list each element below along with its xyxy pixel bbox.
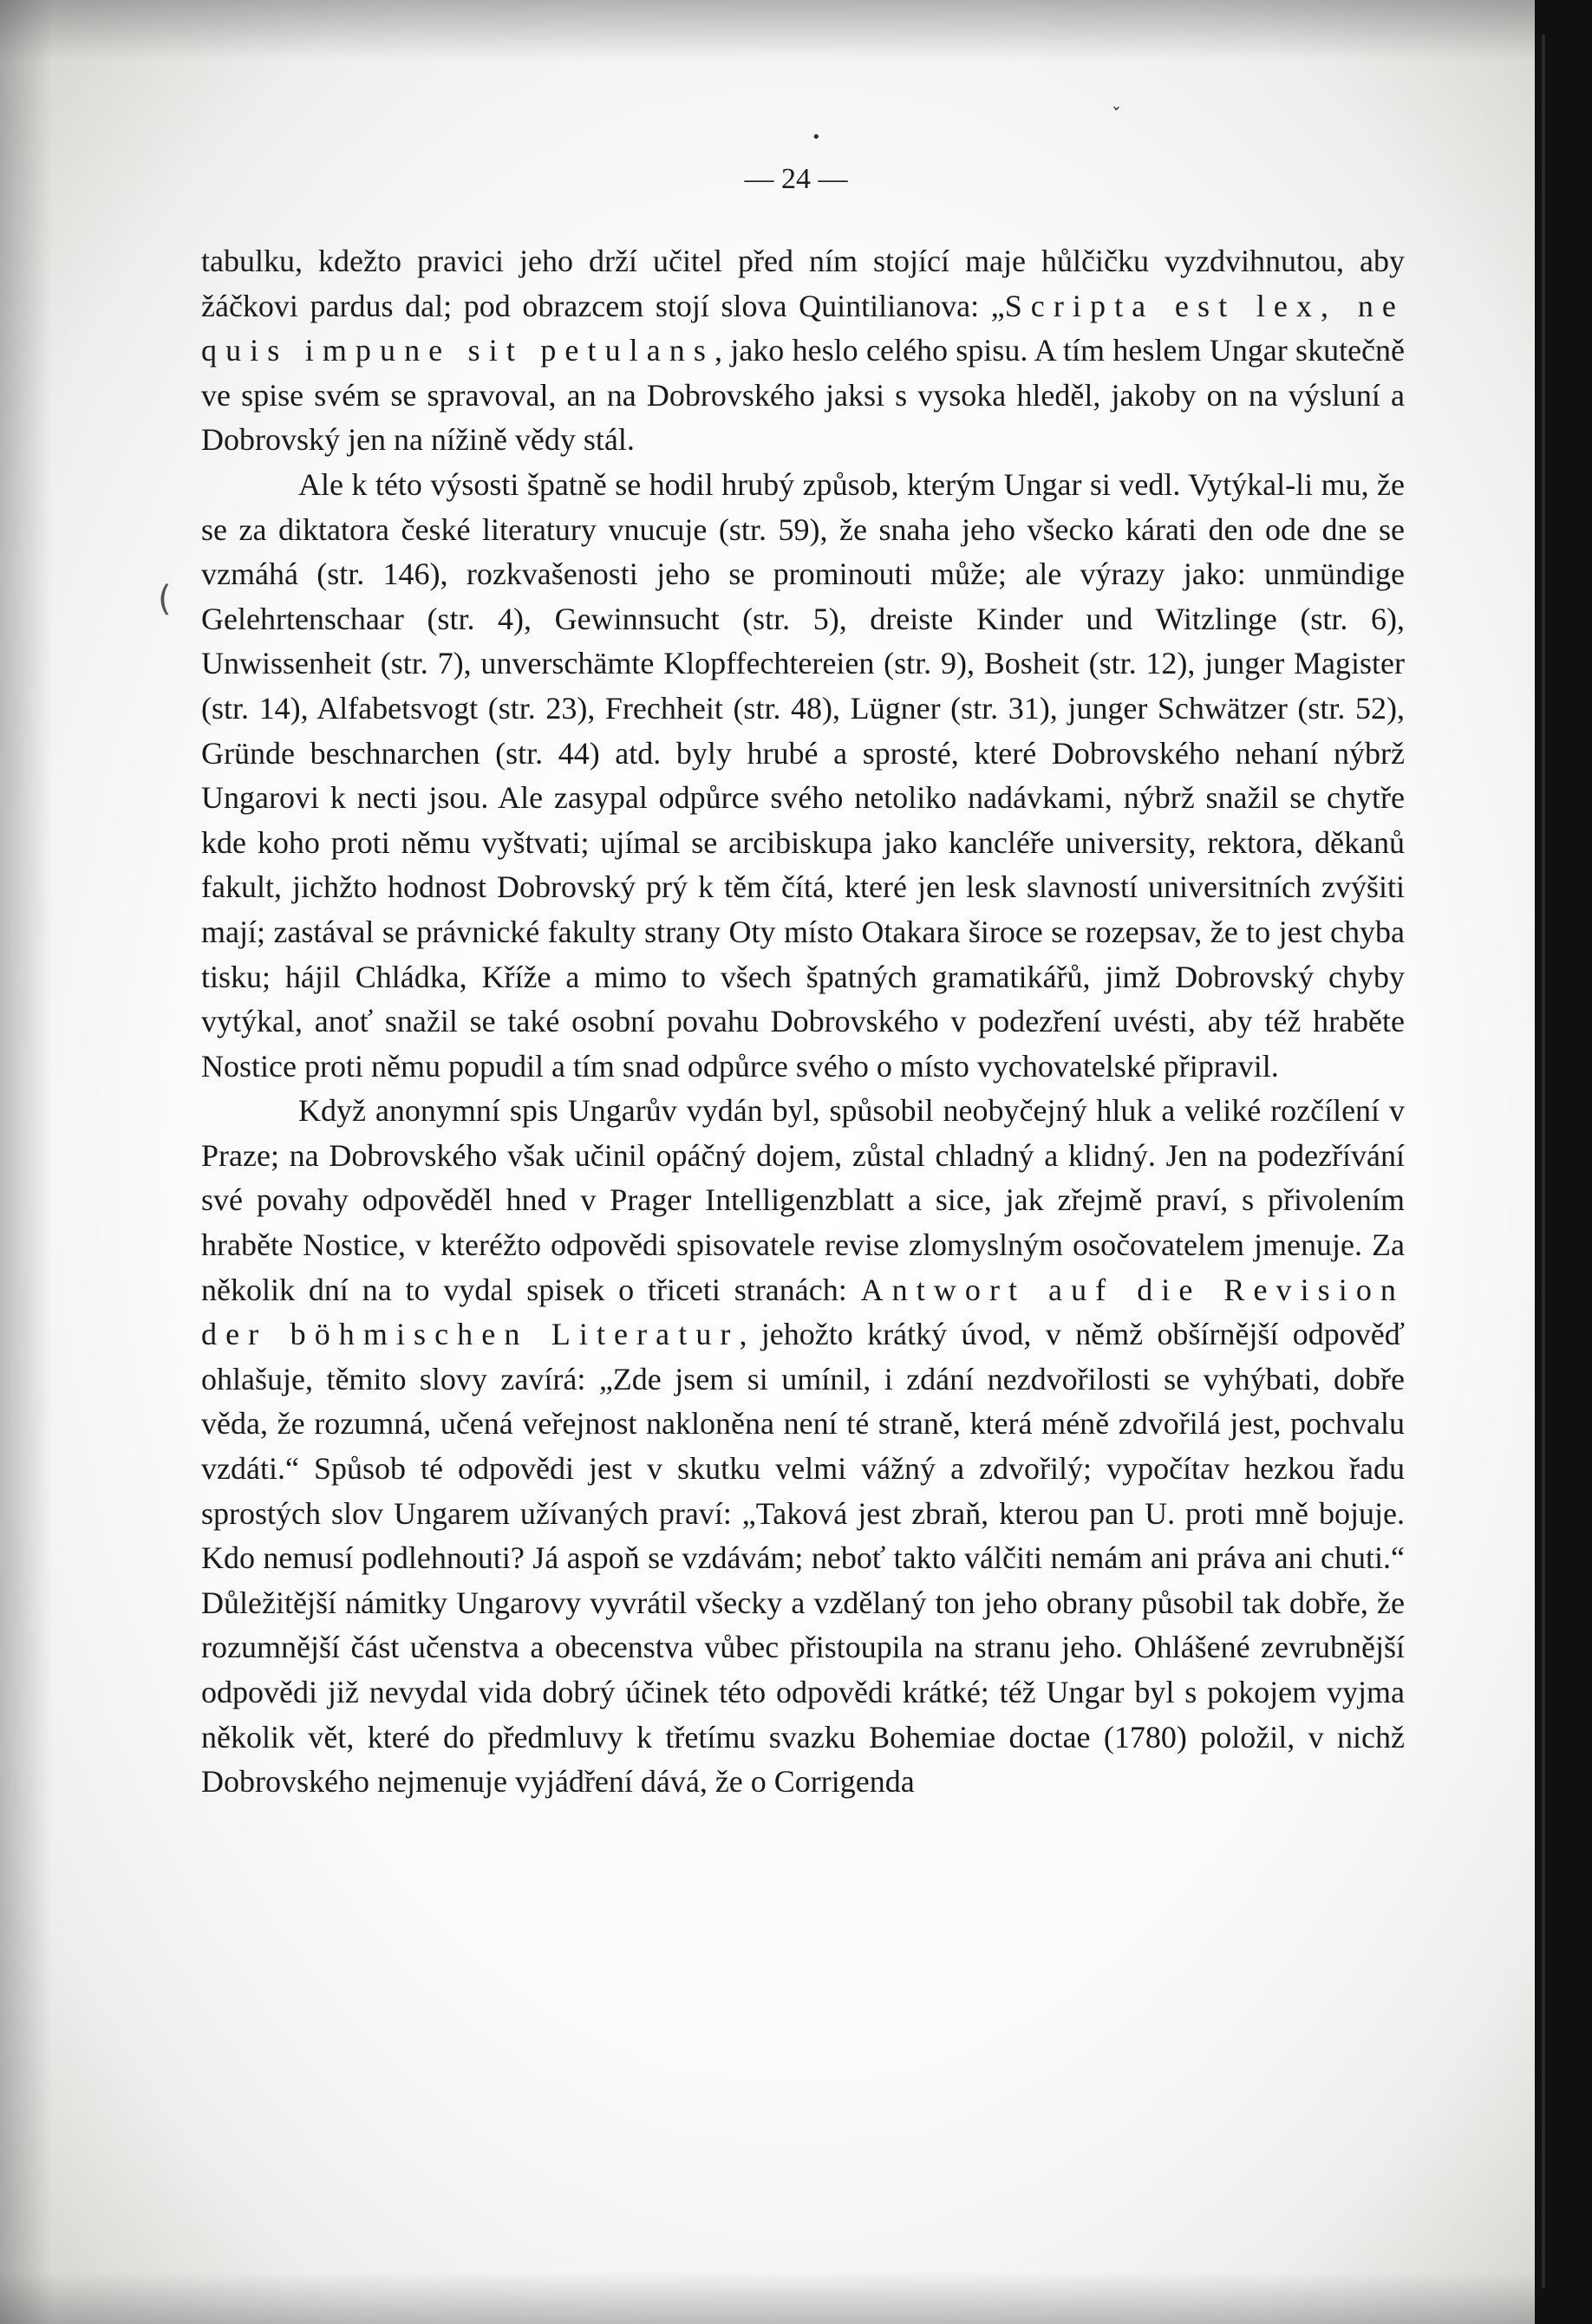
work-title-antwort: Antwort auf die Revision der böhmischen Literatur bbox=[201, 1272, 1405, 1352]
paragraph-1-segment-1: tabulku, kdežto pravici jeho drží učitel před ním stojící maje hůlčičku vyzdvihnutou, aby žáčkovi pardus dal; pod obrazcem stojí slova Quintilianova: „ bbox=[201, 244, 1405, 323]
speck-mark: • bbox=[812, 128, 821, 146]
binding-line bbox=[1542, 35, 1545, 2288]
body-text bbox=[201, 239, 1405, 1805]
paragraph-3-segment-1: Když anonymní spis Ungarův vydán byl, spůsobil neobyčejný hluk a veliké rozčílení v Praze; na Dobrovského však učinil opáčný dojem, zůstal chladný a klidný. Jen na podezřívání své povahy odpověděl hned v Prager Intelligenzblatt a sice, jak zřejmě praví, s přivolením hraběte Nostice, v kteréžto odpovědi spisovatele revise zlomyslným osočovatelem jmenuje. Za několik dní na to vydal spisek o třiceti stranách: bbox=[201, 1093, 1405, 1307]
paragraph-1-segment-3: , jako heslo celého spisu. A tím heslem Ungar skutečně ve spise svém se spravoval, an na Dobrovského jaksi s vysoka hleděl, jakoby on na výsluní a Dobrovský jen na nížině vědy stál. bbox=[201, 333, 1405, 458]
paragraph-2 bbox=[201, 463, 1405, 1089]
latin-motto: Scripta est lex, ne quis impune sit petulans bbox=[201, 288, 1405, 368]
paragraph-1 bbox=[201, 239, 1405, 463]
margin-bracket-mark: ( bbox=[158, 579, 172, 619]
paragraph-3 bbox=[201, 1089, 1405, 1805]
page-number: — 24 — bbox=[744, 163, 848, 195]
scan-shadow-bottom bbox=[0, 2272, 1592, 2324]
scan-shadow-left bbox=[0, 0, 52, 2324]
speck-mark: ˇ bbox=[1112, 106, 1121, 127]
paragraph-2-segment-1: Ale k této výsosti špatně se hodil hrubý způsob, kterým Ungar si vedl. Vytýkal-li mu, že se za diktatora české literatury vnucuje (str. 59), že snaha jeho všecko kárati den ode dne se vzmáhá (str. 146), rozkvašenosti jeho se prominouti může; ale výrazy jako: unmündige Gelehrtenschaar (str. 4), Gewinnsucht (str. 5), dreiste Kinder und Witzlinge (str. 6), Unwissenheit (str. 7), unverschämte Klopffechtereien (str. 9), Bosheit (str. 12), junger Magister (str. 14), Alfabetsvogt (str. 23), Frechheit (str. 48), Lügner (str. 31), junger Schwätzer (str. 52), Gründe beschnarchen (str. 44) atd. byly hrubé a sprosté, které Dobrovského nehaní nýbrž Ungarovi k necti jsou. Ale zasypal odpůrce svého netoliko nadávkami, nýbrž snažil se chytře kde koho proti němu vyštvati; ujímal se arcibiskupa jako kancléře university, rektora, děkanů fakult, jichžto hodnost Dobrovský prý k těm čítá, které jen lesk slavností universitních zvýšiti mají; zastával se právnické fakulty strany Oty místo Otakara široce se rozepsav, že to jest chyba tisku; hájil Chládka, Kříže a mimo to všech špatných gramatikářů, jimž Dobrovský chyby vytýkal, anoť snažil se také osobní povahu Dobrovského v podezření uvésti, aby též hraběte Nostice proti němu popudil a tím snad odpůrce svého o místo vychovatelské připravil. bbox=[201, 466, 1405, 1084]
scan-shadow-top bbox=[0, 0, 1592, 61]
paragraph-3-segment-3: , jehožto krátký úvod, v němž obšírnější odpověď ohlašuje, těmito slovy zavírá: „Zde jsem si umínil, i zdání nezdvořilosti se vyhýbati, dobře věda, že rozumná, učená veřejnost nakloněna není té straně, která méně zdvořilá jest, pochvalu vzdáti.“ Spůsob té odpovědi jest v skutku velmi vážný a zdvořilý; vypočítav hezkou řadu sprostých slov Ungarem užívaných praví: „Taková jest zbraň, kterou pan U. proti mně bojuje. Kdo nemusí podlehnouti? Já aspoň se vzdávám; neboť takto válčiti nemám ani práva ani chuti.“ Důležitější námitky Ungarovy vyvrátil všecky a vzdělaný ton jeho obrany působil tak dobře, že rozumnější část učenstva a obecenstva vůbec přistoupila na stranu jeho. Ohlášené zevrubnější odpovědi již nevydal vida dobrý účinek této odpovědi krátké; též Ungar byl s pokojem vyjma několik vět, které do předmluvy k třetímu svazku Bohemiae doctae (1780) položil, v nichž Dobrovského nejmenuje vyjádření dává, že o Corrigenda bbox=[201, 1317, 1405, 1800]
